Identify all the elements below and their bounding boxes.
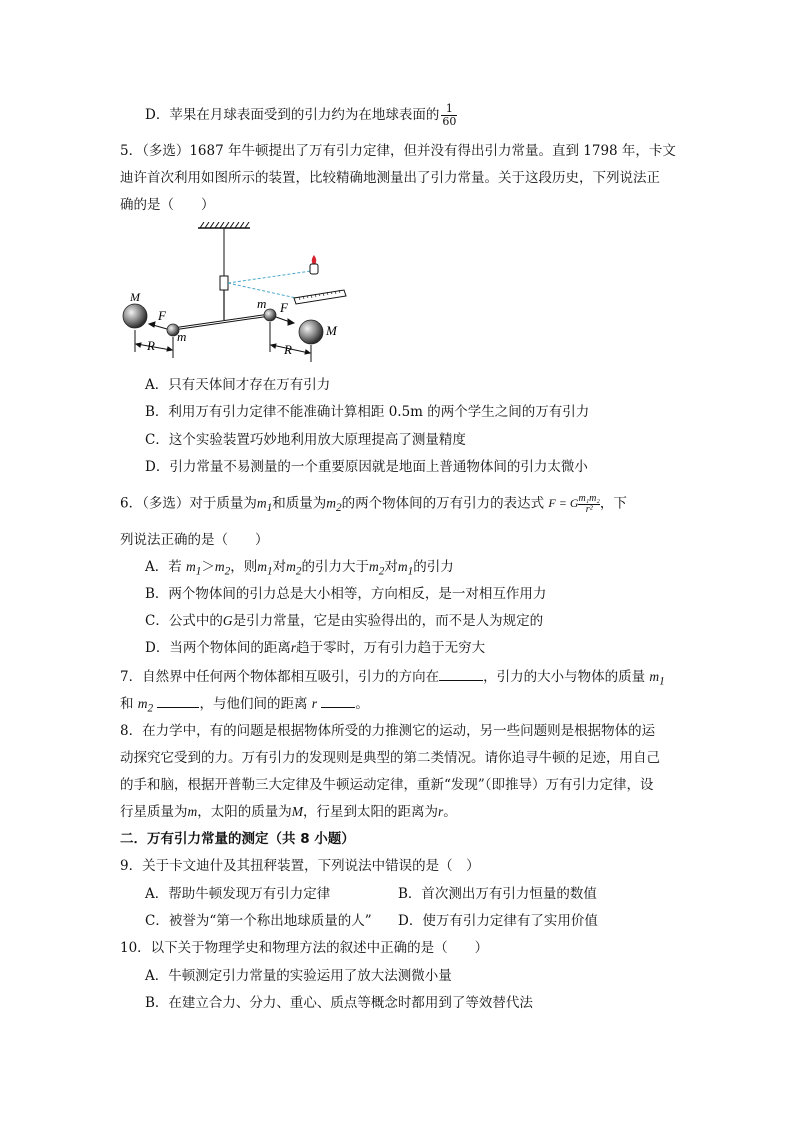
var-m: m [257,559,268,574]
q7-text: 。 [355,696,369,712]
q6-stem-line-1 [120,493,627,518]
subscript-1: 1 [267,565,273,578]
section-title: 二．万有引力常量的测定（共 8 小题） [120,831,355,847]
label-R-left: R [147,338,155,353]
q8-text: 。 [443,804,457,820]
q10-option-a: A．牛顿测定引力常量的实验运用了放大法测微小量 [145,968,452,984]
subscript-1: 1 [659,675,665,688]
force-arrow-left [149,322,167,329]
q6-stem-line-2: 列说法正确的是（ ） [120,532,269,548]
formula-denominator: r² [585,503,593,515]
label-M-left: M [130,290,140,304]
q5-stem-line-3: 确的是（ ） [120,197,215,213]
q6-stem-text-a: 6．（多选）对于质量为 [120,495,257,512]
q6-option-d-text: D．当两个物体间的距离 [145,640,291,656]
q7-text: 和 [120,696,134,712]
var-m: m [369,559,379,574]
q8-text: 行星质量为 [120,804,188,820]
var-r: r [438,804,444,819]
q8-line-2: 动探究它受到的力。万有引力的发现则是典型的第二类情况。请你追寻牛顿的足迹，用自己 [120,750,660,766]
ceiling-support [198,222,250,228]
label-m-right: m [257,296,267,311]
fraction-numerator: 1 [441,103,457,116]
formula-fraction [578,494,599,515]
force-arrow-right [276,317,294,325]
q5-option-c: C．这个实验装置巧妙地利用放大原理提高了测量精度 [145,432,466,448]
q6-option-d-text: 趋于零时，万有引力趋于无穷大 [296,640,486,656]
var-m: m [397,559,408,574]
gravitation-formula [548,493,600,515]
mirror [220,276,228,290]
subscript-2: 2 [295,565,302,578]
var-m: m [186,559,196,574]
q8-text: ，行星到太阳的距离为 [303,804,438,820]
large-mass-right [299,320,323,344]
q5-stem-line-1: 5．（多选）1687 年牛顿提出了万有引力定律，但并没有得出引力常量。直到 1798 年，卡文 [120,143,676,159]
cavendish-apparatus-figure [118,222,358,367]
q4-option-d [145,103,457,128]
label-F-right: F [280,300,288,315]
answer-blank[interactable] [321,693,355,708]
var-r: r [290,640,297,655]
q5-option-b: B．利用万有引力定律不能准确计算相距 0.5m 的两个学生之间的万有引力 [145,404,590,420]
var-m: m [286,559,296,574]
var-G: G [222,613,233,628]
q7-text: ，与他们间的距离 [199,696,308,712]
var-m: m [214,559,225,574]
q6-option-b: B．两个物体间的引力总是大小相等，方向相反，是一对相互作用力 [145,586,547,602]
subscript-1: 1 [195,565,202,578]
label-m-left: m [177,329,187,344]
q6-option-a-text: 对 [384,559,398,575]
q6-stem-text-c: 的两个物体间的万有引力的表达式 [341,495,545,512]
q9-stem: 9．关于卡文迪什及其扭秤装置，下列说法中错误的是（ ） [120,858,480,874]
q7-text: 7．自然界中任何两个物体都相互吸引，引力的方向在 [120,669,440,685]
var-m: m [326,495,336,511]
large-mass-left [123,304,147,328]
q7-line-2 [120,693,369,719]
q6-option-d [145,638,485,658]
q7-text: ，引力的大小与物体的质量 [483,669,646,685]
var-m: m [137,696,148,711]
fraction-denominator: 60 [442,115,457,128]
answer-blank[interactable] [439,666,483,681]
subscript-2: 2 [378,565,385,578]
q6-option-a-text: 的引力 [413,559,454,575]
var-m: m [256,495,267,511]
q9-option-b: B．首次测出万有引力恒量的数值 [398,886,597,902]
q8-line-4 [120,802,457,822]
q6-option-a-text: 对 [272,559,287,575]
q6-option-c-text: C．公式中的 [145,613,223,629]
answer-blank[interactable] [157,693,199,708]
q6-option-a [145,557,454,582]
light-beam-incident [228,271,311,283]
var-m: m [649,669,660,684]
formula-numerator: m₁m₂ [578,492,600,504]
fraction [441,103,457,128]
q10-option-b: B．在建立合力、分力、重心、质点等概念时都用到了等效替代法 [145,995,533,1011]
q8-text: ，太阳的质量为 [197,804,292,820]
light-source-icon [310,255,318,274]
q8-line-3: 的手和脑，根据开普勒三大定律及牛顿运动定律，重新“发现”（即推导）万有引力定律，设 [120,777,654,793]
label-F-left: F [158,308,166,323]
q9-option-a: A．帮助牛顿发现万有引力定律 [145,886,331,902]
label-M-right: M [326,323,337,338]
label-R-right: R [284,342,292,357]
subscript-1: 1 [266,502,273,515]
q4-option-d-text: D．苹果在月球表面受到的引力约为在地球表面的 [145,107,440,123]
q10-stem: 10．以下关于物理学史和物理方法的叙述中正确的是（ ） [120,940,489,956]
q9-option-d: D．使万有引力定律有了实用价值 [398,913,598,929]
q9-option-c: C．被誉为“第一个称出地球质量的人” [145,913,372,929]
subscript-2: 2 [224,565,231,578]
q6-option-c [145,611,543,631]
q6-option-a-text: 的引力大于 [301,559,370,575]
formula-lhs: F = G [548,496,579,510]
q5-option-d: D．引力常量不易测量的一个重要原因就是地面上普通物体间的引力太微小 [145,459,588,475]
scale-ruler [294,290,346,304]
var-m: m [187,804,198,819]
subscript-1: 1 [407,565,414,578]
q6-stem-text-d: ，下 [599,495,627,512]
var-r: r [311,696,318,711]
var-M: M [291,804,303,819]
greater-than: ＞ [201,559,215,575]
q6-option-a-text: A．若 [145,559,182,575]
q5-option-a: A．只有天体间才存在万有引力 [145,377,331,393]
q6-stem-text-b: 和质量为 [272,495,327,512]
q6-option-c-text: 是引力常量，它是由实验得出的，而不是人为规定的 [232,613,544,629]
q6-option-a-text: ，则 [230,559,258,575]
subscript-2: 2 [147,702,154,715]
q7-line-1 [120,666,665,692]
q5-stem-line-2: 迪许首次利用如图所示的装置，比较精确地测量出了引力常量。关于这段历史，下列说法正 [120,170,660,186]
subscript-2: 2 [335,502,342,515]
q8-line-1: 8．在力学中，有的问题是根据物体所受的力推测它的运动，另一些问题则是根据物体的运 [120,723,656,739]
